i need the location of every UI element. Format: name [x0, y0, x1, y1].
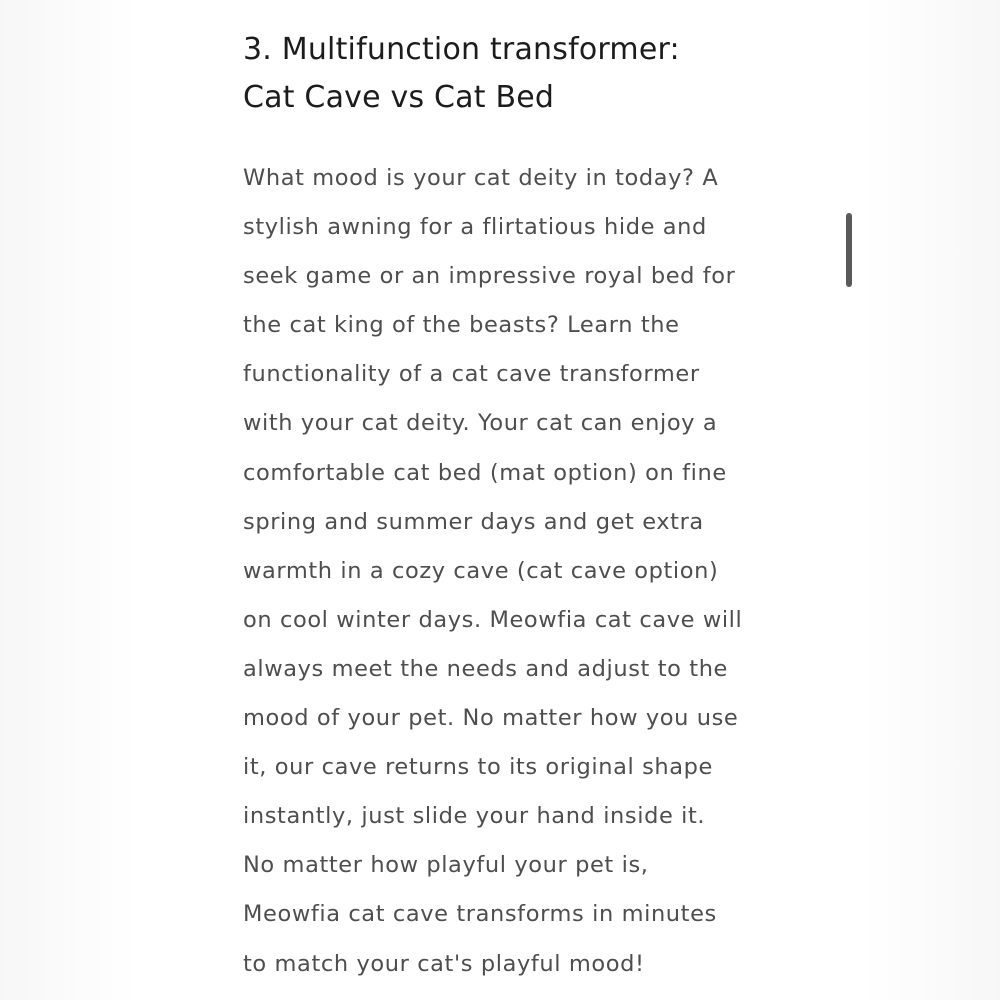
section-heading	[243, 26, 783, 122]
body-line: stylish awning for a flirtatious hide and	[243, 214, 707, 241]
scrollbar-thumb[interactable]	[846, 213, 852, 287]
body-line: mood of your pet. No matter how you use	[243, 705, 739, 732]
body-line: Meowfia cat cave transforms in minutes	[243, 901, 717, 928]
heading-line: 3. Multifunction transformer:	[243, 32, 680, 67]
body-line: functionality of a cat cave transformer	[243, 361, 700, 388]
heading-line: Cat Cave vs Cat Bed	[243, 80, 555, 115]
body-line: it, our cave returns to its original shape	[243, 754, 713, 781]
body-line: comfortable cat bed (mat option) on fine	[243, 459, 727, 486]
body-line: on cool winter days. Meowfia cat cave will	[243, 606, 743, 633]
article-body	[243, 154, 783, 989]
body-line: What mood is your cat deity in today? A	[243, 165, 719, 191]
article	[243, 26, 783, 989]
body-line: with your cat deity. Your cat can enjoy a	[243, 410, 718, 437]
body-line: spring and summer days and get extra	[243, 508, 704, 535]
body-line: No matter how playful your pet is,	[243, 852, 649, 879]
body-line: the cat king of the beasts? Learn the	[243, 312, 680, 339]
body-line: to match your cat's playful mood!	[243, 950, 645, 977]
body-line: warmth in a cozy cave (cat cave option)	[243, 557, 719, 584]
body-line: instantly, just slide your hand inside it.	[243, 803, 706, 830]
body-line: seek game or an impressive royal bed for	[243, 263, 736, 290]
body-line: always meet the needs and adjust to the	[243, 655, 729, 682]
